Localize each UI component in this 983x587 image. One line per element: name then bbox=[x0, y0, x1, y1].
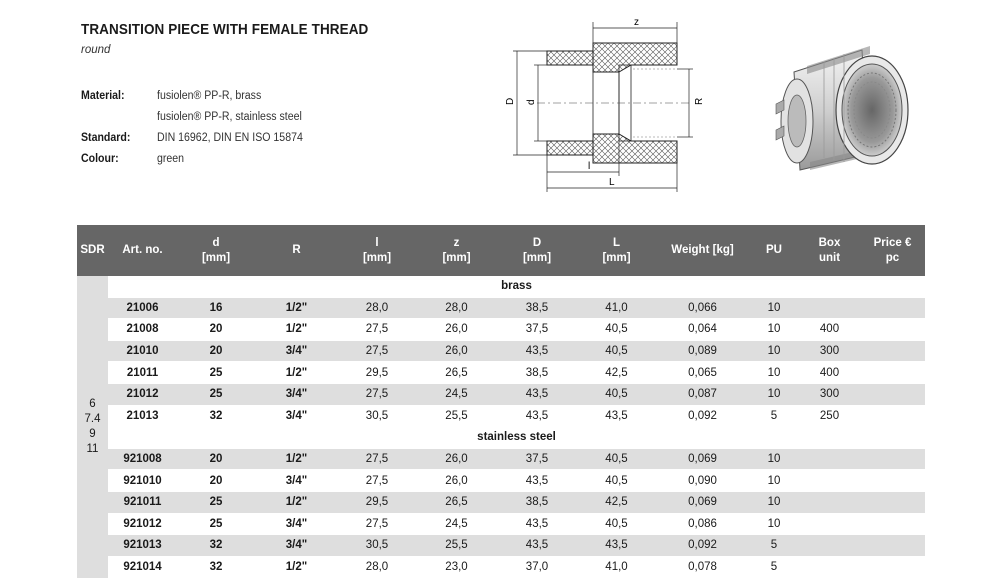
cell-z: 28,0 bbox=[416, 297, 497, 319]
cell-price bbox=[860, 319, 925, 341]
product-table bbox=[77, 225, 925, 578]
fitting-section bbox=[537, 43, 689, 163]
cell-price bbox=[860, 297, 925, 319]
col-header-price: Price € pc bbox=[860, 225, 925, 276]
cell-d: 38,5 bbox=[497, 297, 577, 319]
cell-l: 42,5 bbox=[577, 491, 656, 513]
cell-d: 32 bbox=[177, 405, 255, 427]
cell-weight: 0,086 bbox=[656, 513, 749, 535]
cell-l: 27,5 bbox=[338, 340, 416, 362]
cell-d: 38,5 bbox=[497, 491, 577, 513]
cell-r: 3/4" bbox=[255, 383, 338, 405]
cell-l: 40,5 bbox=[577, 448, 656, 470]
cell-l: 43,5 bbox=[577, 535, 656, 557]
cell-art: 21012 bbox=[108, 383, 177, 405]
cell-l: 40,5 bbox=[577, 340, 656, 362]
cell-z: 26,0 bbox=[416, 448, 497, 470]
cell-weight: 0,078 bbox=[656, 556, 749, 578]
cell-z: 25,5 bbox=[416, 535, 497, 557]
technical-drawing bbox=[497, 10, 707, 200]
table-row bbox=[77, 556, 925, 578]
cell-z: 26,0 bbox=[416, 319, 497, 341]
cell-weight: 0,090 bbox=[656, 470, 749, 492]
cell-pu: 10 bbox=[749, 340, 799, 362]
table-row bbox=[77, 405, 925, 427]
cell-r: 3/4" bbox=[255, 470, 338, 492]
cell-price bbox=[860, 556, 925, 578]
cell-art: 921011 bbox=[108, 491, 177, 513]
col-header-d: d [mm] bbox=[177, 225, 255, 276]
cell-l: 30,5 bbox=[338, 405, 416, 427]
cell-pu: 10 bbox=[749, 448, 799, 470]
product-image bbox=[772, 44, 922, 174]
cell-box bbox=[799, 491, 860, 513]
group-label: brass bbox=[108, 276, 925, 297]
table-row bbox=[77, 535, 925, 557]
cell-l: 42,5 bbox=[577, 362, 656, 384]
dim-label-d: d bbox=[526, 99, 537, 105]
table-row bbox=[77, 340, 925, 362]
spec-value: green bbox=[157, 153, 185, 165]
cell-l: 43,5 bbox=[577, 405, 656, 427]
spec-value: fusiolen® PP-R, brass bbox=[157, 90, 262, 102]
dim-label-L: L bbox=[609, 177, 615, 188]
cell-l: 40,5 bbox=[577, 319, 656, 341]
cell-d: 20 bbox=[177, 448, 255, 470]
cell-box bbox=[799, 535, 860, 557]
cell-weight: 0,092 bbox=[656, 405, 749, 427]
cell-z: 26,5 bbox=[416, 491, 497, 513]
cell-l: 40,5 bbox=[577, 470, 656, 492]
cell-weight: 0,064 bbox=[656, 319, 749, 341]
cell-price bbox=[860, 362, 925, 384]
cell-box bbox=[799, 470, 860, 492]
cell-d: 43,5 bbox=[497, 383, 577, 405]
cell-art: 921014 bbox=[108, 556, 177, 578]
cell-d: 25 bbox=[177, 513, 255, 535]
fitting-photo bbox=[776, 46, 908, 170]
cell-pu: 5 bbox=[749, 405, 799, 427]
cell-pu: 10 bbox=[749, 383, 799, 405]
cell-l: 28,0 bbox=[338, 556, 416, 578]
cell-price bbox=[860, 340, 925, 362]
cell-r: 3/4" bbox=[255, 535, 338, 557]
cell-art: 21013 bbox=[108, 405, 177, 427]
col-header-D: D [mm] bbox=[497, 225, 577, 276]
cell-art: 21006 bbox=[108, 297, 177, 319]
cell-z: 26,5 bbox=[416, 362, 497, 384]
cell-pu: 10 bbox=[749, 297, 799, 319]
cell-d: 25 bbox=[177, 383, 255, 405]
cell-d: 43,5 bbox=[497, 535, 577, 557]
cell-r: 1/2" bbox=[255, 297, 338, 319]
cell-box: 400 bbox=[799, 362, 860, 384]
cell-d: 20 bbox=[177, 319, 255, 341]
cell-d: 43,5 bbox=[497, 405, 577, 427]
cell-d: 37,0 bbox=[497, 556, 577, 578]
cell-d: 37,5 bbox=[497, 448, 577, 470]
cell-price bbox=[860, 383, 925, 405]
group-row bbox=[77, 427, 925, 449]
cell-z: 26,0 bbox=[416, 340, 497, 362]
cell-art: 921012 bbox=[108, 513, 177, 535]
cell-z: 24,5 bbox=[416, 383, 497, 405]
cell-z: 25,5 bbox=[416, 405, 497, 427]
page-subtitle: round bbox=[81, 44, 111, 56]
col-header-pu: PU bbox=[749, 225, 799, 276]
cell-d: 43,5 bbox=[497, 340, 577, 362]
cell-r: 3/4" bbox=[255, 405, 338, 427]
table-body bbox=[77, 276, 925, 578]
cell-pu: 5 bbox=[749, 556, 799, 578]
cell-pu: 10 bbox=[749, 470, 799, 492]
cell-price bbox=[860, 513, 925, 535]
cell-l: 41,0 bbox=[577, 556, 656, 578]
dim-label-z: z bbox=[634, 17, 639, 28]
cell-box bbox=[799, 513, 860, 535]
cell-art: 21011 bbox=[108, 362, 177, 384]
cell-d: 32 bbox=[177, 535, 255, 557]
page-title: TRANSITION PIECE WITH FEMALE THREAD bbox=[81, 21, 369, 38]
cell-price bbox=[860, 470, 925, 492]
table-header-row bbox=[77, 225, 925, 276]
col-header-sdr: SDR bbox=[77, 225, 108, 276]
cell-price bbox=[860, 448, 925, 470]
cell-box: 250 bbox=[799, 405, 860, 427]
cell-art: 21010 bbox=[108, 340, 177, 362]
cell-l: 30,5 bbox=[338, 535, 416, 557]
cell-d: 20 bbox=[177, 340, 255, 362]
cell-l: 40,5 bbox=[577, 513, 656, 535]
cell-weight: 0,066 bbox=[656, 297, 749, 319]
cell-weight: 0,069 bbox=[656, 448, 749, 470]
sdr-value: 9 bbox=[89, 427, 96, 440]
cell-price bbox=[860, 491, 925, 513]
cell-r: 3/4" bbox=[255, 340, 338, 362]
dim-label-D: D bbox=[505, 97, 516, 105]
table-row bbox=[77, 448, 925, 470]
dim-label-l: l bbox=[588, 161, 591, 172]
table-row bbox=[77, 383, 925, 405]
dim-label-R: R bbox=[694, 97, 705, 105]
cell-d: 16 bbox=[177, 297, 255, 319]
col-header-l: l [mm] bbox=[338, 225, 416, 276]
cell-art: 921008 bbox=[108, 448, 177, 470]
cell-l: 41,0 bbox=[577, 297, 656, 319]
cell-box: 300 bbox=[799, 340, 860, 362]
cell-r: 1/2" bbox=[255, 491, 338, 513]
cell-l: 27,5 bbox=[338, 383, 416, 405]
spec-label: Colour: bbox=[81, 153, 119, 165]
cell-l: 27,5 bbox=[338, 470, 416, 492]
spec-value: DIN 16962, DIN EN ISO 15874 bbox=[157, 132, 303, 144]
cell-l: 28,0 bbox=[338, 297, 416, 319]
col-header-z: z [mm] bbox=[416, 225, 497, 276]
cell-art: 921010 bbox=[108, 470, 177, 492]
cell-d: 25 bbox=[177, 491, 255, 513]
cell-weight: 0,065 bbox=[656, 362, 749, 384]
cell-l: 40,5 bbox=[577, 383, 656, 405]
col-header-box: Box unit bbox=[799, 225, 860, 276]
cell-l: 29,5 bbox=[338, 491, 416, 513]
cell-art: 921013 bbox=[108, 535, 177, 557]
cell-pu: 10 bbox=[749, 491, 799, 513]
cell-box: 400 bbox=[799, 319, 860, 341]
cell-d: 25 bbox=[177, 362, 255, 384]
sdr-value: 11 bbox=[86, 442, 99, 455]
group-row bbox=[77, 276, 925, 297]
cell-r: 1/2" bbox=[255, 319, 338, 341]
cell-z: 26,0 bbox=[416, 470, 497, 492]
cell-d: 43,5 bbox=[497, 513, 577, 535]
group-label: stainless steel bbox=[108, 427, 925, 449]
cell-z: 24,5 bbox=[416, 513, 497, 535]
sdr-cell bbox=[77, 276, 108, 578]
cell-pu: 10 bbox=[749, 513, 799, 535]
cell-box bbox=[799, 297, 860, 319]
cell-d: 38,5 bbox=[497, 362, 577, 384]
cell-price bbox=[860, 535, 925, 557]
cell-weight: 0,092 bbox=[656, 535, 749, 557]
table-row bbox=[77, 470, 925, 492]
cell-l: 29,5 bbox=[338, 362, 416, 384]
cell-d: 37,5 bbox=[497, 319, 577, 341]
col-header-art-no: Art. no. bbox=[108, 225, 177, 276]
cell-r: 1/2" bbox=[255, 556, 338, 578]
cell-d: 43,5 bbox=[497, 470, 577, 492]
cell-box: 300 bbox=[799, 383, 860, 405]
table-row bbox=[77, 362, 925, 384]
cell-l: 27,5 bbox=[338, 319, 416, 341]
cell-weight: 0,069 bbox=[656, 491, 749, 513]
cell-pu: 10 bbox=[749, 362, 799, 384]
cell-price bbox=[860, 405, 925, 427]
cell-pu: 5 bbox=[749, 535, 799, 557]
sdr-value: 7.4 bbox=[84, 412, 101, 425]
cell-l: 27,5 bbox=[338, 448, 416, 470]
spec-label: Standard: bbox=[81, 132, 131, 144]
cell-r: 3/4" bbox=[255, 513, 338, 535]
cell-weight: 0,089 bbox=[656, 340, 749, 362]
cell-art: 21008 bbox=[108, 319, 177, 341]
cell-r: 1/2" bbox=[255, 362, 338, 384]
table-row bbox=[77, 319, 925, 341]
cell-d: 20 bbox=[177, 470, 255, 492]
spec-label: Material: bbox=[81, 90, 125, 102]
col-header-r: R bbox=[255, 225, 338, 276]
spec-value: fusiolen® PP-R, stainless steel bbox=[157, 111, 302, 123]
cell-weight: 0,087 bbox=[656, 383, 749, 405]
cell-box bbox=[799, 448, 860, 470]
cell-z: 23,0 bbox=[416, 556, 497, 578]
cell-box bbox=[799, 556, 860, 578]
col-header-L: L [mm] bbox=[577, 225, 656, 276]
table-row bbox=[77, 491, 925, 513]
cell-r: 1/2" bbox=[255, 448, 338, 470]
cell-l: 27,5 bbox=[338, 513, 416, 535]
table-row bbox=[77, 297, 925, 319]
cell-pu: 10 bbox=[749, 319, 799, 341]
sdr-value: 6 bbox=[89, 397, 96, 410]
table-row bbox=[77, 513, 925, 535]
cell-d: 32 bbox=[177, 556, 255, 578]
col-header-weight: Weight [kg] bbox=[656, 225, 749, 276]
